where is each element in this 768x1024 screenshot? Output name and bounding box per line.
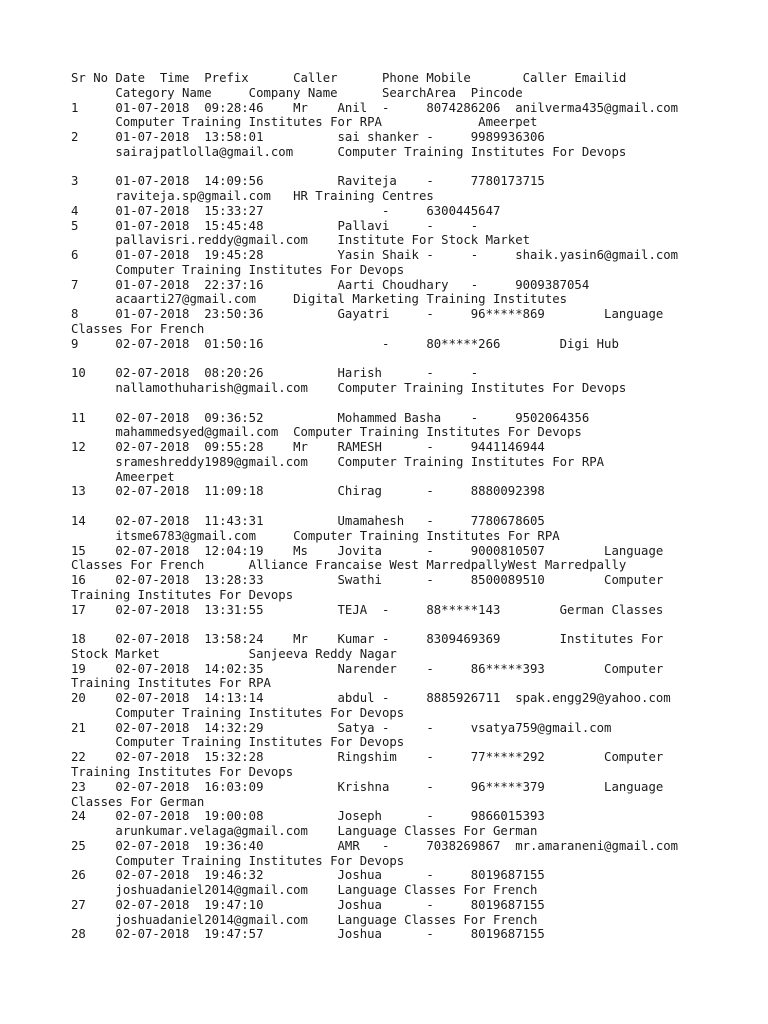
record-line: 25 02-07-2018 19:36:40 AMR - 7038269867 mr.amaraneni@gmail.com [71, 838, 679, 853]
header-line: Sr No Date Time Prefix Caller Phone Mobile Caller Emailid [71, 71, 627, 85]
record-line: 27 02-07-2018 19:47:10 Joshua - 8019687155 [71, 897, 545, 912]
document-body [71, 71, 751, 942]
record-line [71, 352, 751, 367]
header-line: Category Name Company Name SearchArea Pincode [71, 85, 523, 100]
record-line: arunkumar.velaga@gmail.com Language Classes For German [71, 824, 538, 839]
record-line: 6 01-07-2018 19:45:28 Yasin Shaik - - shaik.yasin6@gmail.com [71, 248, 679, 263]
record-line: Training Institutes For Devops [71, 587, 294, 602]
record-line: 24 02-07-2018 19:00:08 Joseph - 9866015393 [71, 809, 545, 824]
record-line: 26 02-07-2018 19:46:32 Joshua - 8019687155 [71, 868, 545, 883]
record-line: 16 02-07-2018 13:28:33 Swathi - 8500089510 Computer [71, 573, 664, 588]
record-line: 7 01-07-2018 22:37:16 Aarti Choudhary - 9009387054 [71, 277, 590, 292]
record-line: raviteja.sp@gmail.com HR Training Centres [71, 189, 434, 204]
record-line: 22 02-07-2018 15:32:28 Ringshim - 77*****292 Computer [71, 750, 664, 765]
record-line: Training Institutes For RPA [71, 676, 271, 691]
record-line: 10 02-07-2018 08:20:26 Harish - - [71, 366, 479, 381]
record-line [71, 160, 751, 175]
record-line: itsme6783@gmail.com Computer Training Institutes For RPA [71, 528, 560, 543]
record-line [71, 396, 751, 411]
record-line: 18 02-07-2018 13:58:24 Mr Kumar - 8309469369 Institutes For [71, 632, 664, 647]
record-line: Computer Training Institutes For Devops [71, 853, 405, 868]
record-line: Computer Training Institutes For RPA Ameerpet [71, 115, 538, 130]
record-line: 28 02-07-2018 19:47:57 Joshua - 8019687155 [71, 927, 545, 942]
record-line [71, 617, 751, 632]
record-line: Computer Training Institutes For Devops [71, 705, 405, 720]
record-line: 23 02-07-2018 16:03:09 Krishna - 96*****379 Language [71, 779, 664, 794]
record-line: srameshreddy1989@gmail.com Computer Training Institutes For RPA [71, 454, 605, 469]
record-line: 11 02-07-2018 09:36:52 Mohammed Basha - 9502064356 [71, 410, 590, 425]
record-line: 5 01-07-2018 15:45:48 Pallavi - - [71, 218, 479, 233]
record-line: 19 02-07-2018 14:02:35 Narender - 86*****393 Computer [71, 661, 664, 676]
record-line: 20 02-07-2018 14:13:14 abdul - 8885926711 spak.engg29@yahoo.com [71, 691, 671, 706]
record-line: 14 02-07-2018 11:43:31 Umamahesh - 7780678605 [71, 513, 545, 528]
record-line: pallavisri.reddy@gmail.com Institute For Stock Market [71, 233, 531, 248]
record-line: 4 01-07-2018 15:33:27 - 6300445647 [71, 203, 501, 218]
record-line: Computer Training Institutes For Devops [71, 735, 405, 750]
record-line: Training Institutes For Devops [71, 764, 294, 779]
record-line: 9 02-07-2018 01:50:16 - 80*****266 Digi Hub [71, 336, 619, 351]
record-line: 2 01-07-2018 13:58:01 sai shanker - 9989936306 [71, 130, 545, 145]
record-line: 21 02-07-2018 14:32:29 Satya - - vsatya759@gmail.com [71, 720, 612, 735]
record-line: 3 01-07-2018 14:09:56 Raviteja - 7780173715 [71, 174, 545, 189]
record-line: Stock Market Sanjeeva Reddy Nagar [71, 646, 397, 661]
record-line: nallamothuharish@gmail.com Computer Training Institutes For Devops [71, 381, 627, 396]
record-line: Computer Training Institutes For Devops [71, 262, 405, 277]
record-line: Classes For German [71, 794, 205, 809]
record-line: Classes For French Alliance Francaise West MarredpallyWest Marredpally [71, 558, 627, 573]
record-line: sairajpatlolla@gmail.com Computer Training Institutes For Devops [71, 144, 627, 159]
record-line: 12 02-07-2018 09:55:28 Mr RAMESH - 9441146944 [71, 440, 545, 455]
record-line: mahammedsyed@gmail.com Computer Training Institutes For Devops [71, 425, 582, 440]
record-line: joshuadaniel2014@gmail.com Language Classes For French [71, 912, 538, 927]
record-line: Classes For French [71, 322, 205, 337]
record-line: joshuadaniel2014@gmail.com Language Classes For French [71, 883, 538, 898]
record-line: 17 02-07-2018 13:31:55 TEJA - 88*****143 German Classes [71, 602, 664, 617]
record-line: 8 01-07-2018 23:50:36 Gayatri - 96*****869 Language [71, 307, 664, 322]
record-line: Ameerpet [71, 469, 175, 484]
record-line: 15 02-07-2018 12:04:19 Ms Jovita - 9000810507 Language [71, 543, 664, 558]
record-line: 1 01-07-2018 09:28:46 Mr Anil - 8074286206 anilverma435@gmail.com [71, 100, 679, 115]
record-line [71, 499, 751, 514]
record-line: 13 02-07-2018 11:09:18 Chirag - 8880092398 [71, 484, 545, 499]
record-line: acaarti27@gmail.com Digital Marketing Training Institutes [71, 292, 568, 307]
